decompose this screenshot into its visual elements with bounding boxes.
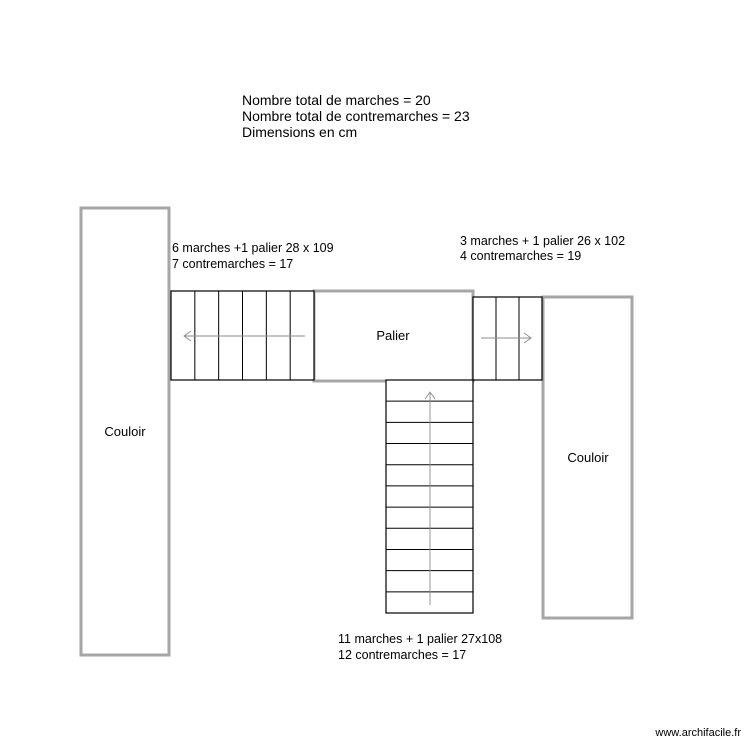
stair-right-desc: 3 marches + 1 palier 26 x 102 — [460, 234, 626, 248]
stair-left-risers: 7 contremarches = 17 — [172, 257, 294, 271]
summary-risers-total: Nombre total de contremarches = 23 — [242, 108, 470, 124]
stair-right-risers: 4 contremarches = 19 — [460, 249, 582, 263]
couloir-left-label: Couloir — [104, 424, 146, 439]
watermark: www.archifacile.fr — [655, 727, 741, 739]
couloir-right-label: Couloir — [567, 450, 609, 465]
stair-right — [473, 297, 542, 380]
palier-label: Palier — [376, 328, 410, 343]
stair-bottom-desc: 11 marches + 1 palier 27x108 — [338, 632, 503, 646]
stair-left — [171, 291, 314, 380]
stair-bottom — [386, 380, 473, 613]
stair-left-desc: 6 marches +1 palier 28 x 109 — [172, 241, 334, 255]
summary-steps-total: Nombre total de marches = 20 — [242, 92, 431, 108]
stair-right-outline — [473, 297, 542, 380]
summary-units: Dimensions en cm — [242, 124, 358, 140]
stair-bottom-risers: 12 contremarches = 17 — [338, 648, 467, 662]
stair-bottom-outline — [386, 380, 473, 613]
